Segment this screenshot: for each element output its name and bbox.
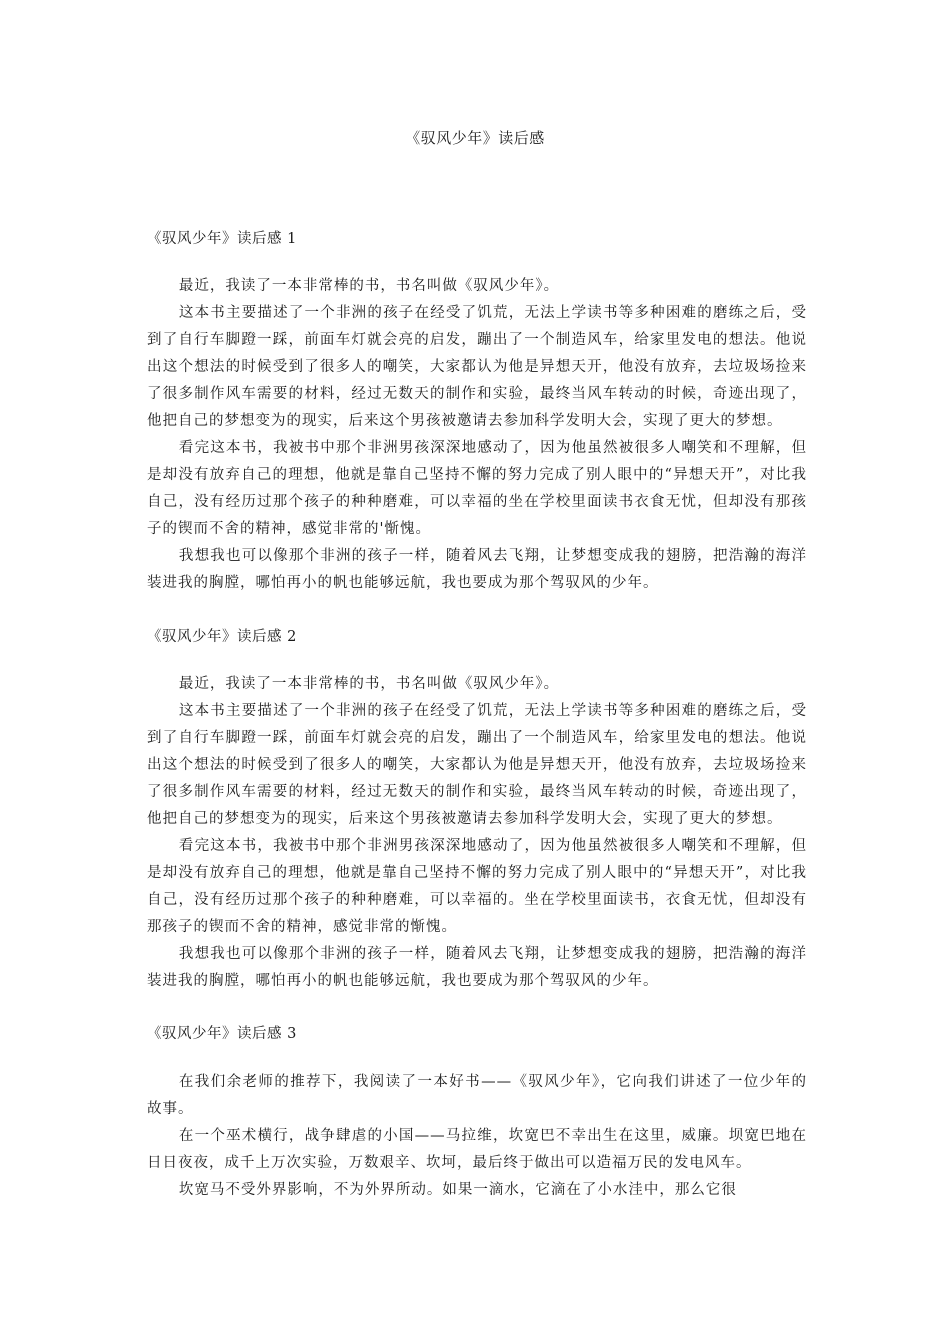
- section-body: [147, 1069, 807, 1204]
- section-heading: 《驭风少年》读后感 2: [147, 629, 297, 645]
- paragraph: 最近，我读了一本非常棒的书，书名叫做《驭风少年》。: [178, 676, 560, 692]
- paragraph: 看完这本书，我被书中那个非洲男孩深深地感动了，因为他虽然被很多人嘲笑和不理解，但是却没有放弃自己的理想，他就是靠自己坚持不懈的努力完成了别人眼中的“异想天开”，对比我自己，没有经历过那个孩子的种种磨难，可以幸福的坐在学校里面读书衣食无忧，但却没有那孩子的锲而不舍的精神，感觉非常的'惭愧。: [147, 440, 807, 537]
- paragraph: 在我们余老师的推荐下，我阅读了一本好书——《驭风少年》，它向我们讲述了一位少年的故事。: [147, 1074, 807, 1117]
- paragraph: 我想我也可以像那个非洲的孩子一样，随着风去飞翔，让梦想变成我的翅膀，把浩瀚的海洋装进我的胸膛，哪怕再小的帆也能够远航，我也要成为那个驾驭风的少年。: [147, 946, 807, 989]
- section-heading: 《驭风少年》读后感 3: [147, 1026, 297, 1042]
- paragraph: 这本书主要描述了一个非洲的孩子在经受了饥荒，无法上学读书等多种困难的磨练之后，受到了自行车脚蹬一踩，前面车灯就会亮的启发，蹦出了一个制造风车，给家里发电的想法。他说出这个想法的时候受到了很多人的嘲笑，大家都认为他是异想天开，他没有放弃，去垃圾场捡来了很多制作风车需要的材料，经过无数天的制作和实验，最终当风车转动的时候，奇迹出现了，他把自己的梦想变为的现实，后来这个男孩被邀请去参加科学发明大会，实现了更大的梦想。: [147, 703, 807, 827]
- section-body: [147, 273, 807, 597]
- document-title: 《驭风少年》读后感: [405, 129, 545, 147]
- paragraph: 在一个巫术横行，战争肆虐的小国——马拉维，坎宽巴不幸出生在这里，威廉。坝宽巴地在日日夜夜，成千上万次实验，万数艰辛、坎坷，最后终于做出可以造福万民的发电风车。: [147, 1128, 807, 1171]
- section-heading: 《驭风少年》读后感 1: [147, 231, 297, 247]
- paragraph: 坎宽马不受外界影响，不为外界所动。如果一滴水，它滴在了小水洼中，那么它很: [178, 1182, 737, 1198]
- paragraph: 这本书主要描述了一个非洲的孩子在经受了饥荒，无法上学读书等多种困难的磨练之后，受到了自行车脚蹬一踩，前面车灯就会亮的启发，蹦出了一个制造风车，给家里发电的想法。他说出这个想法的时候受到了很多人的嘲笑，大家都认为他是异想天开，他没有放弃，去垃圾场捡来了很多制作风车需要的材料，经过无数天的制作和实验，最终当风车转动的时候，奇迹出现了，他把自己的梦想变为的现实，后来这个男孩被邀请去参加科学发明大会，实现了更大的梦想。: [147, 305, 807, 429]
- section-body: [147, 671, 807, 995]
- paragraph: 我想我也可以像那个非洲的孩子一样，随着风去飞翔，让梦想变成我的翅膀，把浩瀚的海洋装进我的胸膛，哪怕再小的帆也能够远航，我也要成为那个驾驭风的少年。: [147, 548, 807, 591]
- paragraph: 看完这本书，我被书中那个非洲男孩深深地感动了，因为他虽然被很多人嘲笑和不理解，但是却没有放弃自己的理想，他就是靠自己坚持不懈的努力完成了别人眼中的“异想天开”，对比我自己，没有经历过那个孩子的种种磨难，可以幸福的。坐在学校里面读书，衣食无忧，但却没有那孩子的锲而不舍的精神，感觉非常的惭愧。: [147, 838, 807, 935]
- paragraph: 最近，我读了一本非常棒的书，书名叫做《驭风少年》。: [178, 278, 560, 294]
